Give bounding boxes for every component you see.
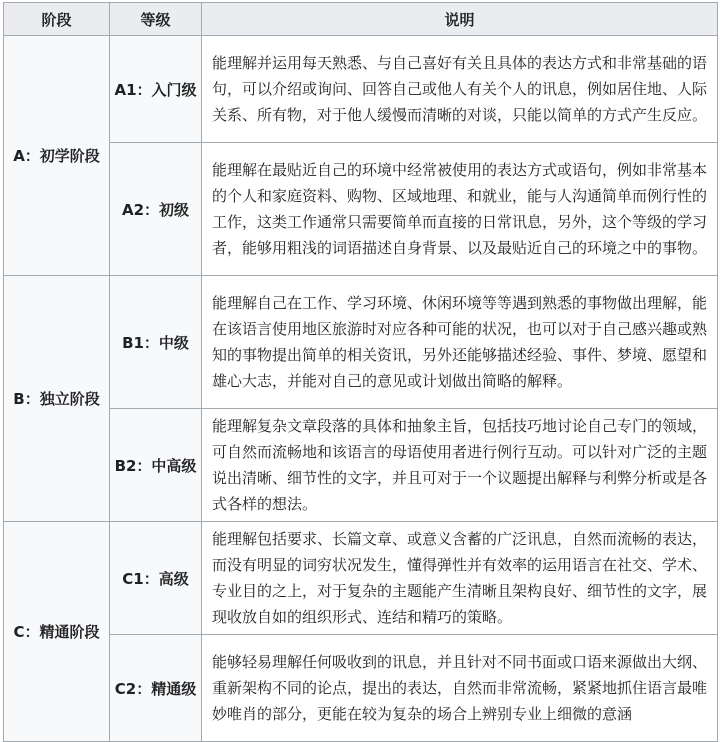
cefr-table bbox=[3, 2, 718, 742]
header-description: 说明 bbox=[202, 3, 718, 36]
level-cell: B1：中级 bbox=[110, 276, 202, 409]
level-cell: A1：入门级 bbox=[110, 36, 202, 143]
stage-cell: A：初学阶段 bbox=[4, 36, 110, 276]
level-cell: C2：精通级 bbox=[110, 635, 202, 742]
table-row bbox=[4, 143, 718, 276]
table-row bbox=[4, 36, 718, 143]
description-cell: 能理解并运用每天熟悉、与自己喜好有关且具体的表达方式和非常基础的语句，可以介绍或询问、回答自己或他人有关个人的讯息，例如居住地、人际关系、所有物，对于他人缓慢而清晰的对谈，只能以简单的方式产生反应。 bbox=[202, 36, 718, 143]
description-cell: 能理解包括要求、长篇文章、或意义含蓄的广泛讯息，自然而流畅的表达，而没有明显的词穷状况发生，懂得弹性并有效率的运用语言在社交、学术、专业目的之上，对于复杂的主题能产生清晰且架构良好、细节性的文字，展现收放自如的组织形式、连结和精巧的策略。 bbox=[202, 522, 718, 635]
header-level: 等级 bbox=[110, 3, 202, 36]
stage-cell: B：独立阶段 bbox=[4, 276, 110, 522]
stage-cell: C：精通阶段 bbox=[4, 522, 110, 742]
table-row bbox=[4, 409, 718, 522]
level-cell: B2：中高级 bbox=[110, 409, 202, 522]
header-stage: 阶段 bbox=[4, 3, 110, 36]
level-cell: A2：初级 bbox=[110, 143, 202, 276]
description-cell: 能理解自己在工作、学习环境、休闲环境等等遇到熟悉的事物做出理解，能在该语言使用地区旅游时对应各种可能的状况，也可以对于自己感兴趣或熟知的事物提出简单的相关资讯，另外还能够描述经验、事件、梦境、愿望和雄心大志，并能对自己的意见或计划做出简略的解释。 bbox=[202, 276, 718, 409]
table-row bbox=[4, 635, 718, 742]
description-cell: 能够轻易理解任何吸收到的讯息，并且针对不同书面或口语来源做出大纲、重新架构不同的论点，提出的表达，自然而非常流畅，紧紧地抓住语言最唯妙唯肖的部分，更能在较为复杂的场合上辨别专业上细微的意涵 bbox=[202, 635, 718, 742]
table-row bbox=[4, 276, 718, 409]
description-cell: 能理解复杂文章段落的具体和抽象主旨，包括技巧地讨论自己专门的领域，可自然而流畅地和该语言的母语使用者进行例行互动。可以针对广泛的主题说出清晰、细节性的文字，并且可对于一个议题提出解释与利弊分析或是各式各样的想法。 bbox=[202, 409, 718, 522]
table-row bbox=[4, 522, 718, 635]
description-cell: 能理解在最贴近自己的环境中经常被使用的表达方式或语句，例如非常基本的个人和家庭资料、购物、区域地理、和就业，能与人沟通简单而例行性的工作，这类工作通常只需要简单而直接的日常讯息，另外，这个等级的学习者，能够用粗浅的词语描述自身背景、以及最贴近自己的环境之中的事物。 bbox=[202, 143, 718, 276]
header-row bbox=[4, 3, 718, 36]
level-cell: C1：高级 bbox=[110, 522, 202, 635]
